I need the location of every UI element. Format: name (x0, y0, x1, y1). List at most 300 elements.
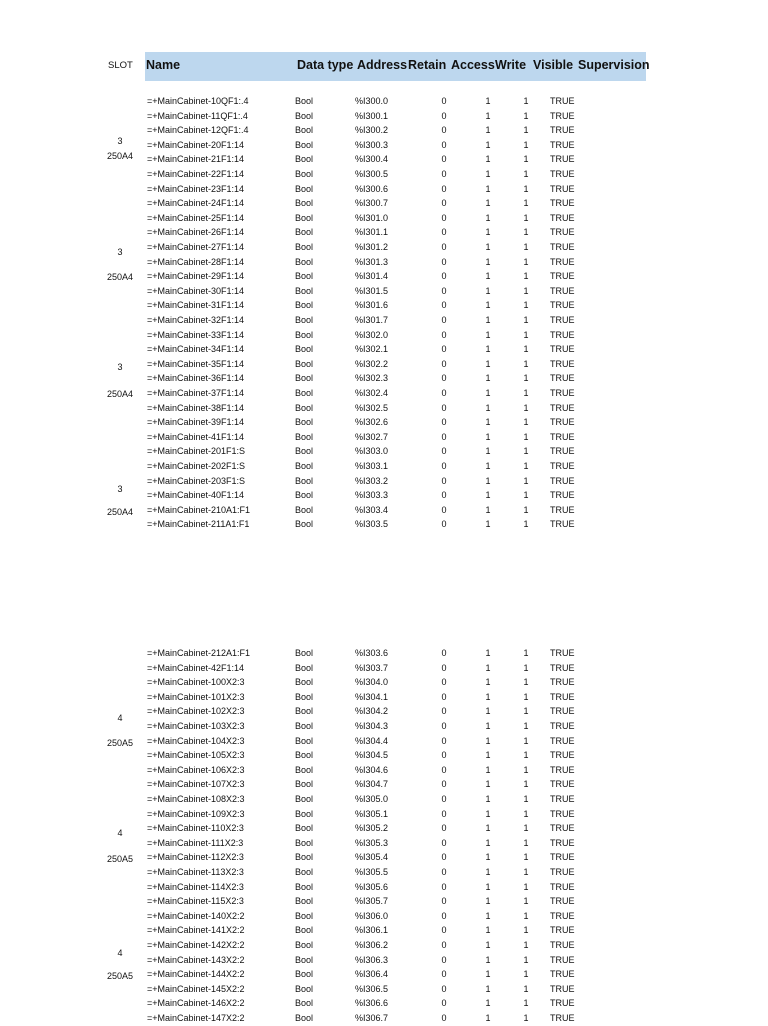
address-cell: %I303.4 (355, 504, 389, 515)
visible-cell: TRUE (550, 998, 575, 1009)
visible-cell: TRUE (550, 110, 575, 121)
table-row (0, 225, 768, 240)
access-cell: 1 (485, 969, 491, 980)
access-cell: 1 (485, 96, 491, 106)
name-cell: =+MainCabinet-201F1:S (147, 446, 246, 457)
access-cell: 1 (485, 373, 491, 384)
visible-cell: TRUE (550, 300, 575, 311)
address-cell: %I306.4 (355, 969, 389, 980)
address-cell: %I302.1 (355, 344, 389, 355)
table-row (0, 459, 768, 474)
data-type-cell: Bool (295, 969, 314, 980)
visible-cell: TRUE (550, 519, 575, 530)
table-row (0, 415, 768, 430)
address-cell: %I305.4 (355, 852, 389, 863)
retain-cell: 0 (441, 998, 447, 1009)
write-cell: 1 (523, 735, 529, 746)
address-cell: %I302.2 (355, 358, 389, 369)
retain-cell: 0 (441, 417, 447, 428)
data-type-cell: Bool (295, 735, 314, 746)
address-cell: %I304.1 (355, 691, 389, 702)
retain-cell: 0 (441, 183, 447, 194)
address-cell: %I300.3 (355, 139, 389, 150)
retain-cell: 0 (441, 764, 447, 775)
name-cell: =+MainCabinet-33F1:14 (147, 329, 245, 340)
name-cell: =+MainCabinet-26F1:14 (147, 227, 245, 238)
access-cell: 1 (485, 329, 491, 340)
access-cell: 1 (485, 881, 491, 892)
data-type-cell: Bool (295, 475, 314, 486)
address-cell: %I300.5 (355, 169, 389, 179)
write-cell: 1 (523, 706, 529, 717)
access-cell: 1 (485, 183, 491, 194)
write-cell: 1 (523, 212, 529, 223)
write-cell: 1 (523, 315, 529, 325)
data-type-cell: Bool (295, 1013, 314, 1023)
visible-cell: TRUE (550, 373, 575, 384)
visible-cell: TRUE (550, 940, 575, 950)
visible-cell: TRUE (550, 925, 575, 936)
retain-cell: 0 (441, 648, 447, 658)
write-cell: 1 (523, 969, 529, 980)
visible-cell: TRUE (550, 402, 575, 413)
write-cell: 1 (523, 648, 529, 658)
access-cell: 1 (485, 227, 491, 238)
name-cell: =+MainCabinet-110X2:3 (147, 823, 244, 834)
write-cell: 1 (523, 402, 529, 413)
address-cell: %I301.3 (355, 256, 389, 267)
name-cell: =+MainCabinet-202F1:S (147, 461, 246, 471)
data-type-cell: Bool (295, 431, 314, 442)
access-cell: 1 (485, 808, 491, 819)
write-cell: 1 (523, 837, 529, 848)
address-cell: %I305.0 (355, 794, 389, 804)
retain-cell: 0 (441, 431, 447, 442)
access-cell: 1 (485, 300, 491, 311)
write-cell: 1 (523, 881, 529, 892)
write-cell: 1 (523, 475, 529, 486)
access-cell: 1 (485, 504, 491, 515)
address-cell: %I304.6 (355, 764, 389, 775)
retain-cell: 0 (441, 154, 447, 165)
write-cell: 1 (523, 925, 529, 936)
retain-cell: 0 (441, 242, 447, 252)
retain-cell: 0 (441, 256, 447, 267)
name-cell: =+MainCabinet-108X2:3 (147, 794, 245, 804)
retain-cell: 0 (441, 125, 447, 136)
name-cell: =+MainCabinet-35F1:14 (147, 358, 245, 369)
access-cell: 1 (485, 794, 491, 804)
access-cell: 1 (485, 837, 491, 848)
access-cell: 1 (485, 417, 491, 428)
write-cell: 1 (523, 242, 529, 252)
access-cell: 1 (485, 446, 491, 457)
table-row (0, 909, 768, 924)
retain-cell: 0 (441, 794, 447, 804)
name-cell: =+MainCabinet-109X2:3 (147, 808, 245, 819)
access-cell: 1 (485, 154, 491, 165)
write-cell: 1 (523, 677, 529, 688)
access-cell: 1 (485, 706, 491, 717)
write-cell: 1 (523, 431, 529, 442)
table-row (0, 880, 768, 895)
data-type-cell: Bool (295, 125, 314, 136)
access-cell: 1 (485, 461, 491, 471)
access-cell: 1 (485, 852, 491, 863)
name-cell: =+MainCabinet-23F1:14 (147, 183, 245, 194)
table-row (0, 182, 768, 197)
retain-cell: 0 (441, 227, 447, 238)
data-type-cell: Bool (295, 925, 314, 936)
data-type-cell: Bool (295, 940, 314, 950)
name-cell: =+MainCabinet-25F1:14 (147, 212, 245, 223)
table-row (0, 982, 768, 997)
table-row (0, 923, 768, 938)
write-cell: 1 (523, 896, 529, 907)
access-cell: 1 (485, 662, 491, 673)
data-type-cell: Bool (295, 823, 314, 834)
write-cell: 1 (523, 954, 529, 965)
visible-cell: TRUE (550, 896, 575, 907)
write-cell: 1 (523, 779, 529, 790)
access-cell: 1 (485, 271, 491, 282)
data-type-cell: Bool (295, 764, 314, 775)
address-cell: %I304.5 (355, 750, 389, 761)
name-cell: =+MainCabinet-34F1:14 (147, 344, 245, 355)
retain-cell: 0 (441, 954, 447, 965)
access-cell: 1 (485, 925, 491, 936)
write-cell: 1 (523, 183, 529, 194)
write-cell: 1 (523, 1013, 529, 1023)
access-cell: 1 (485, 242, 491, 252)
slot-number: 4 (117, 828, 123, 838)
visible-cell: TRUE (550, 358, 575, 369)
table-row (0, 342, 768, 357)
address-cell: %I303.7 (355, 662, 389, 673)
address-cell: %I301.1 (355, 227, 389, 238)
access-cell: 1 (485, 677, 491, 688)
write-cell: 1 (523, 983, 529, 994)
visible-cell: TRUE (550, 837, 575, 848)
address-cell: %I306.5 (355, 983, 389, 994)
retain-cell: 0 (441, 315, 447, 325)
table-row (0, 661, 768, 676)
write-cell: 1 (523, 910, 529, 921)
visible-cell: TRUE (550, 461, 575, 471)
slot-number: 4 (117, 713, 123, 723)
address-cell: %I305.2 (355, 823, 389, 834)
data-type-cell: Bool (295, 183, 314, 194)
data-type-cell: Bool (295, 504, 314, 515)
visible-cell: TRUE (550, 285, 575, 296)
retain-cell: 0 (441, 169, 447, 179)
data-type-cell: Bool (295, 227, 314, 238)
access-cell: 1 (485, 983, 491, 994)
address-cell: %I300.4 (355, 154, 389, 165)
address-cell: %I306.1 (355, 925, 389, 936)
table-row (0, 675, 768, 690)
visible-cell: TRUE (550, 954, 575, 965)
name-cell: =+MainCabinet-104X2:3 (147, 735, 245, 746)
access-cell: 1 (485, 519, 491, 530)
write-cell: 1 (523, 300, 529, 311)
write-cell: 1 (523, 285, 529, 296)
name-cell: =+MainCabinet-32F1:14 (147, 315, 245, 325)
data-type-cell: Bool (295, 998, 314, 1009)
name-cell: =+MainCabinet-145X2:2 (147, 983, 245, 994)
write-cell: 1 (523, 794, 529, 804)
name-cell: =+MainCabinet-111X2:3 (147, 837, 244, 848)
table-row (0, 894, 768, 909)
retain-cell: 0 (441, 677, 447, 688)
name-cell: =+MainCabinet-22F1:14 (147, 169, 245, 179)
table-row (0, 792, 768, 807)
slot-number: 3 (117, 362, 123, 372)
name-cell: =+MainCabinet-100X2:3 (147, 677, 245, 688)
address-cell: %I305.7 (355, 896, 389, 907)
write-cell: 1 (523, 662, 529, 673)
name-cell: =+MainCabinet-41F1:14 (147, 431, 245, 442)
table-row (0, 777, 768, 792)
address-cell: %I305.5 (355, 867, 389, 877)
access-cell: 1 (485, 954, 491, 965)
retain-cell: 0 (441, 852, 447, 863)
write-cell: 1 (523, 417, 529, 428)
write-cell: 1 (523, 764, 529, 775)
visible-cell: TRUE (550, 750, 575, 761)
visible-cell: TRUE (550, 490, 575, 501)
retain-cell: 0 (441, 779, 447, 790)
name-cell: =+MainCabinet-103X2:3 (147, 721, 245, 731)
address-cell: %I301.7 (355, 315, 389, 325)
write-cell: 1 (523, 823, 529, 834)
visible-cell: TRUE (550, 198, 575, 209)
write-cell: 1 (523, 490, 529, 501)
retain-cell: 0 (441, 867, 447, 877)
address-cell: %I302.3 (355, 373, 389, 384)
data-type-cell: Bool (295, 212, 314, 223)
visible-cell: TRUE (550, 910, 575, 921)
data-type-cell: Bool (295, 519, 314, 530)
access-cell: 1 (485, 998, 491, 1009)
data-type-cell: Bool (295, 794, 314, 804)
name-cell: =+MainCabinet-29F1:14 (147, 271, 245, 282)
visible-cell: TRUE (550, 446, 575, 457)
retain-cell: 0 (441, 983, 447, 994)
address-cell: %I300.7 (355, 198, 389, 209)
access-cell: 1 (485, 735, 491, 746)
retain-cell: 0 (441, 519, 447, 530)
visible-cell: TRUE (550, 691, 575, 702)
visible-cell: TRUE (550, 1013, 575, 1023)
retain-cell: 0 (441, 198, 447, 209)
slot-number: 3 (117, 247, 123, 257)
access-cell: 1 (485, 212, 491, 223)
write-column-header: Write (495, 58, 527, 72)
write-cell: 1 (523, 750, 529, 761)
address-cell: %I304.0 (355, 677, 389, 688)
address-cell: %I302.4 (355, 388, 389, 398)
name-cell: =+MainCabinet-36F1:14 (147, 373, 245, 384)
retain-cell: 0 (441, 110, 447, 121)
name-cell: =+MainCabinet-144X2:2 (147, 969, 245, 980)
retain-cell: 0 (441, 808, 447, 819)
table-row (0, 284, 768, 299)
visible-cell: TRUE (550, 969, 575, 980)
retain-cell: 0 (441, 96, 447, 106)
slot-module: 250A5 (106, 738, 134, 748)
address-cell: %I304.7 (355, 779, 389, 790)
data-type-cell: Bool (295, 662, 314, 673)
name-cell: =+MainCabinet-211A1:F1 (147, 519, 250, 530)
name-cell: =+MainCabinet-146X2:2 (147, 998, 245, 1009)
retain-cell: 0 (441, 212, 447, 223)
address-cell: %I301.2 (355, 242, 389, 252)
data-type-cell: Bool (295, 461, 314, 471)
visible-cell: TRUE (550, 212, 575, 223)
data-type-cell: Bool (295, 721, 314, 731)
retain-cell: 0 (441, 461, 447, 471)
address-cell: %I303.5 (355, 519, 389, 530)
address-cell: %I306.0 (355, 910, 389, 921)
access-cell: 1 (485, 256, 491, 267)
write-cell: 1 (523, 227, 529, 238)
name-cell: =+MainCabinet-101X2:3 (147, 691, 245, 702)
retain-cell: 0 (441, 373, 447, 384)
retain-cell: 0 (441, 271, 447, 282)
write-cell: 1 (523, 852, 529, 863)
access-cell: 1 (485, 779, 491, 790)
name-cell: =+MainCabinet-142X2:2 (147, 940, 245, 950)
data-type-cell: Bool (295, 388, 314, 398)
address-cell: %I302.6 (355, 417, 389, 428)
table-row (0, 167, 768, 182)
address-cell: %I301.0 (355, 212, 389, 223)
name-cell: =+MainCabinet-24F1:14 (147, 198, 245, 209)
supervision-column-header: Supervision (578, 58, 650, 72)
access-cell: 1 (485, 110, 491, 121)
name-cell: =+MainCabinet-40F1:14 (147, 490, 245, 501)
retain-cell: 0 (441, 662, 447, 673)
address-cell: %I303.2 (355, 475, 389, 486)
retain-cell: 0 (441, 329, 447, 340)
write-cell: 1 (523, 344, 529, 355)
name-cell: =+MainCabinet-39F1:14 (147, 417, 245, 428)
name-cell: =+MainCabinet-28F1:14 (147, 256, 245, 267)
visible-cell: TRUE (550, 96, 575, 106)
data-type-cell: Bool (295, 983, 314, 994)
retain-cell: 0 (441, 896, 447, 907)
access-cell: 1 (485, 388, 491, 398)
data-type-cell: Bool (295, 691, 314, 702)
address-cell: %I300.2 (355, 125, 389, 136)
name-cell: =+MainCabinet-38F1:14 (147, 402, 245, 413)
visible-cell: TRUE (550, 183, 575, 194)
data-type-cell: Bool (295, 677, 314, 688)
retain-cell: 0 (441, 735, 447, 746)
access-cell: 1 (485, 750, 491, 761)
data-type-cell: Bool (295, 139, 314, 150)
access-cell: 1 (485, 431, 491, 442)
visible-cell: TRUE (550, 431, 575, 442)
data-type-cell: Bool (295, 358, 314, 369)
access-cell: 1 (485, 691, 491, 702)
access-cell: 1 (485, 315, 491, 325)
retain-column-header: Retain (408, 58, 447, 72)
write-cell: 1 (523, 256, 529, 267)
name-cell: =+MainCabinet-20F1:14 (147, 139, 245, 150)
visible-cell: TRUE (550, 315, 575, 325)
table-row (0, 211, 768, 226)
visible-cell: TRUE (550, 867, 575, 877)
name-cell: =+MainCabinet-141X2:2 (147, 925, 245, 936)
data-type-cell: Bool (295, 910, 314, 921)
address-cell: %I301.5 (355, 285, 389, 296)
write-cell: 1 (523, 721, 529, 731)
name-cell: =+MainCabinet-12QF1:.4 (147, 125, 249, 136)
name-cell: =+MainCabinet-10QF1:.4 (147, 96, 249, 106)
name-cell: =+MainCabinet-114X2:3 (147, 881, 244, 892)
visible-cell: TRUE (550, 388, 575, 398)
address-cell: %I302.7 (355, 431, 389, 442)
visible-cell: TRUE (550, 852, 575, 863)
data-type-cell: Bool (295, 706, 314, 717)
write-cell: 1 (523, 139, 529, 150)
retain-cell: 0 (441, 925, 447, 936)
retain-cell: 0 (441, 300, 447, 311)
access-cell: 1 (485, 285, 491, 296)
visible-cell: TRUE (550, 779, 575, 790)
name-cell: =+MainCabinet-42F1:14 (147, 662, 245, 673)
access-cell: 1 (485, 198, 491, 209)
access-cell: 1 (485, 1013, 491, 1023)
name-cell: =+MainCabinet-30F1:14 (147, 285, 245, 296)
retain-cell: 0 (441, 837, 447, 848)
address-cell: %I304.2 (355, 706, 389, 717)
retain-cell: 0 (441, 446, 447, 457)
data-type-cell: Bool (295, 373, 314, 384)
address-cell: %I302.0 (355, 329, 389, 340)
visible-cell: TRUE (550, 256, 575, 267)
visible-cell: TRUE (550, 417, 575, 428)
address-cell: %I303.6 (355, 648, 389, 658)
retain-cell: 0 (441, 706, 447, 717)
address-cell: %I305.3 (355, 837, 389, 848)
visible-cell: TRUE (550, 329, 575, 340)
visible-cell: TRUE (550, 475, 575, 486)
table-row (0, 690, 768, 705)
data-type-cell: Bool (295, 867, 314, 877)
address-cell: %I304.4 (355, 735, 389, 746)
table-row (0, 763, 768, 778)
visible-cell: TRUE (550, 227, 575, 238)
access-cell: 1 (485, 910, 491, 921)
access-cell: 1 (485, 867, 491, 877)
slot-number: 3 (117, 136, 123, 146)
access-cell: 1 (485, 169, 491, 179)
table-row (0, 94, 768, 109)
slot-module: 250A5 (106, 971, 134, 981)
data-type-cell: Bool (295, 954, 314, 965)
data-type-cell: Bool (295, 896, 314, 907)
address-cell: %I303.3 (355, 490, 389, 501)
write-cell: 1 (523, 154, 529, 165)
write-cell: 1 (523, 373, 529, 384)
table-row (0, 401, 768, 416)
address-column-header: Address (357, 58, 408, 72)
data-type-cell: Bool (295, 648, 314, 658)
table-row (0, 328, 768, 343)
